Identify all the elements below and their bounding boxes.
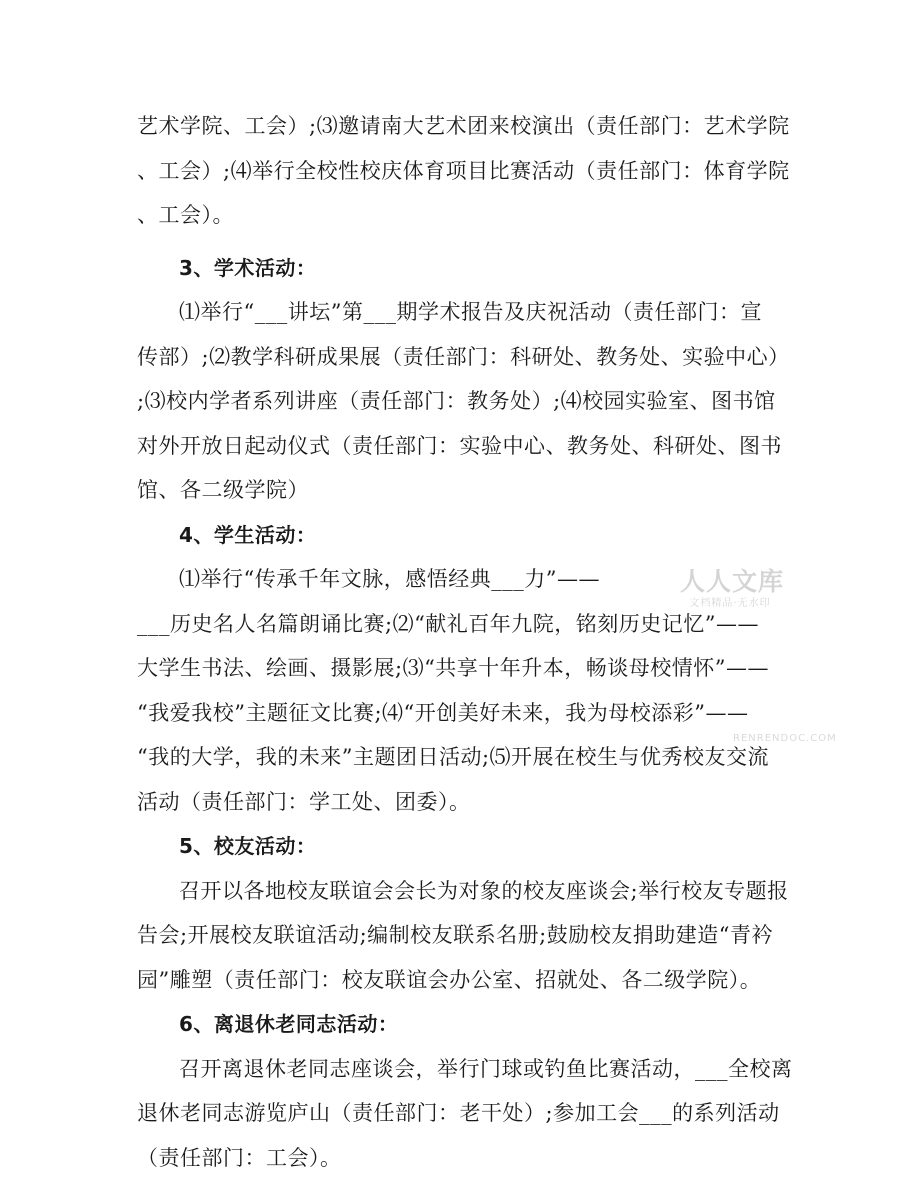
text-line: 对外开放日起动仪式（责任部门：实验中心、教务处、科研处、图书 [137, 433, 782, 458]
text-line: 园”雕塑（责任部门：校友联谊会办公室、招就处、各二级学院）。 [137, 967, 762, 992]
text-line: ___历史名人名篇朗诵比赛;⑵“献礼百年九院，铭刻历史记忆”—— [137, 611, 760, 636]
section-heading-alumni: 5、校友活动： [179, 834, 317, 858]
text-line: 召开离退休老同志座谈会，举行门球或钓鱼比赛活动，___全校离 [179, 1056, 793, 1081]
text-line: 退休老同志游览庐山（责任部门：老干处）;参加工会___的系列活动 [137, 1101, 780, 1125]
section-body-student [137, 557, 787, 824]
text-line: 召开以各地校友联谊会会长为对象的校友座谈会;举行校友专题报 [179, 878, 789, 903]
text-line: 、工会）;⑷举行全校性校庆体育项目比赛活动（责任部门：体育学院 [137, 158, 790, 183]
text-line: ⑴举行“___讲坛”第___期学术报告及庆祝活动（责任部门：宣 [179, 300, 762, 324]
section-heading-academic: 3、学术活动： [179, 255, 317, 280]
section-body-retirees [137, 1047, 793, 1181]
watermark-tagline: 文档精品·无水印 [689, 598, 771, 609]
watermark-title: 人人文库 [680, 567, 785, 596]
section-body-academic [137, 290, 790, 513]
text-line: 告会;开展校友联谊活动;编制校友联系名册;鼓励校友捐助建造“青衿 [137, 923, 773, 947]
text-line: （责任部门：工会）。 [137, 1145, 342, 1170]
text-line: 艺术学院、工会）;⑶邀请南大艺术团来校演出（责任部门：艺术学院 [137, 114, 790, 138]
text-line: 活动（责任部门：学工处、团委）。 [137, 789, 471, 814]
text-line: ;⑶校内学者系列讲座（责任部门：教务处）;⑷校园实验室、图书馆 [137, 389, 776, 413]
section-heading-student: 4、学生活动： [179, 522, 317, 547]
text-line: 、工会）。 [137, 203, 234, 227]
section-heading-retirees: 6、离退休老同志活动： [179, 1012, 399, 1036]
document-body [137, 104, 793, 1180]
text-line: 馆、各二级学院） [137, 478, 309, 502]
text-line: “我的大学，我的未来”主题团日活动;⑸开展在校生与优秀校友交流 [137, 745, 770, 769]
text-line: 大学生书法、绘画、摄影展;⑶“共享十年升本，畅谈母校情怀”—— [137, 656, 770, 680]
text-line: “我爱我校”主题征文比赛;⑷“开创美好未来，我为母校添彩”—— [137, 700, 749, 725]
text-line: ⑴举行“传承千年文脉，感悟经典___力”—— [179, 567, 600, 591]
section-body-alumni [137, 869, 787, 1003]
watermark-domain: RENRENDOC.COM [733, 733, 837, 744]
text-line: 传部）;⑵教学科研成果展（责任部门：科研处、教务处、实验中心） [137, 344, 790, 369]
intro-paragraph [137, 104, 790, 238]
